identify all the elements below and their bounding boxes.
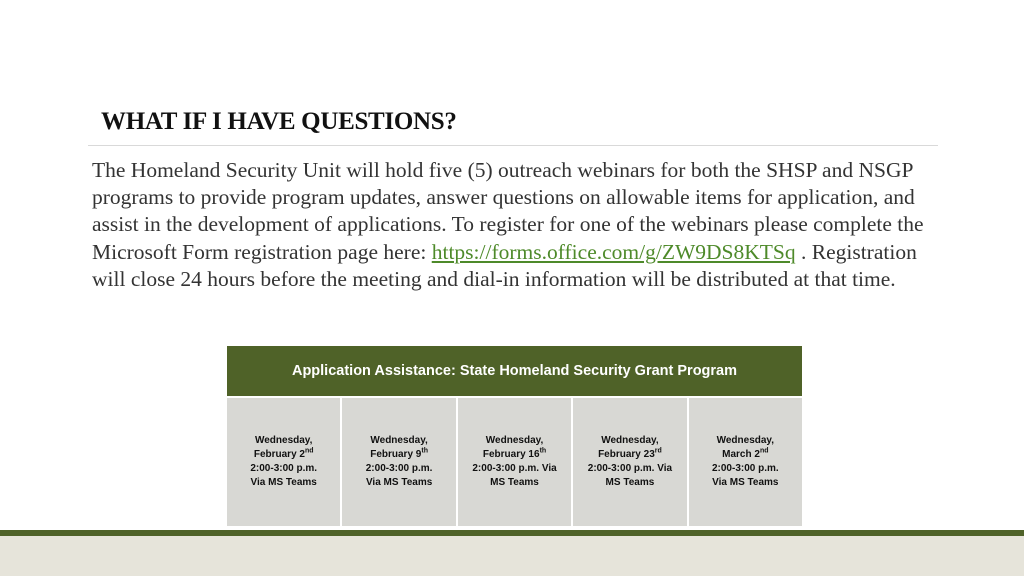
session-time: 2:00-3:00 p.m. Via	[587, 463, 673, 474]
session-time: 2:00-3:00 p.m.	[365, 463, 433, 474]
session-cell	[342, 398, 455, 526]
session-cell	[689, 398, 802, 526]
session-date: February 23rd	[598, 447, 662, 460]
session-platform: Via MS Teams	[250, 477, 317, 488]
session-cell	[573, 398, 686, 526]
session-platform: MS Teams	[490, 477, 539, 488]
session-platform: Via MS Teams	[712, 477, 779, 488]
title-divider	[88, 145, 938, 146]
session-date: February 9th	[370, 447, 428, 460]
session-day: Wednesday,	[254, 435, 313, 446]
session-date: February 2nd	[253, 447, 314, 460]
session-time: 2:00-3:00 p.m.	[711, 463, 779, 474]
body-paragraph	[92, 157, 952, 293]
session-time: 2:00-3:00 p.m.	[250, 463, 318, 474]
session-cell	[458, 398, 571, 526]
session-day: Wednesday,	[370, 435, 428, 446]
session-date: March 2nd	[722, 447, 769, 460]
session-time: 2:00-3:00 p.m. Via	[472, 463, 557, 474]
session-platform: Via MS Teams	[365, 477, 433, 488]
session-day: Wednesday,	[485, 435, 544, 446]
slide-title: WHAT IF I HAVE QUESTIONS?	[101, 108, 457, 135]
footer-band	[0, 536, 1024, 576]
body-text-closing: . Registration will close 24 hours before the meeting and dial-in information will be distributed at that time.	[92, 239, 917, 291]
session-cell	[227, 398, 340, 526]
session-day: Wednesday,	[601, 435, 659, 446]
registration-link[interactable]: https://forms.office.com/g/ZW9DS8KTSq	[431, 239, 796, 264]
webinar-schedule-table	[227, 346, 802, 526]
session-day: Wednesday,	[716, 435, 775, 446]
table-header: Application Assistance: State Homeland Security Grant Program	[227, 346, 802, 396]
session-date: February 16th	[482, 447, 547, 460]
session-platform: MS Teams	[605, 477, 655, 488]
table-row	[227, 398, 802, 526]
body-text-intro: The Homeland Security Unit will hold five (5) outreach webinars for both the SHSP and NSGP programs to provide program updates, answer questions on allowable items for application, and assist in the development of applications. To register for one of the webinars please complete the Microsoft Form registration page here:	[92, 158, 924, 264]
